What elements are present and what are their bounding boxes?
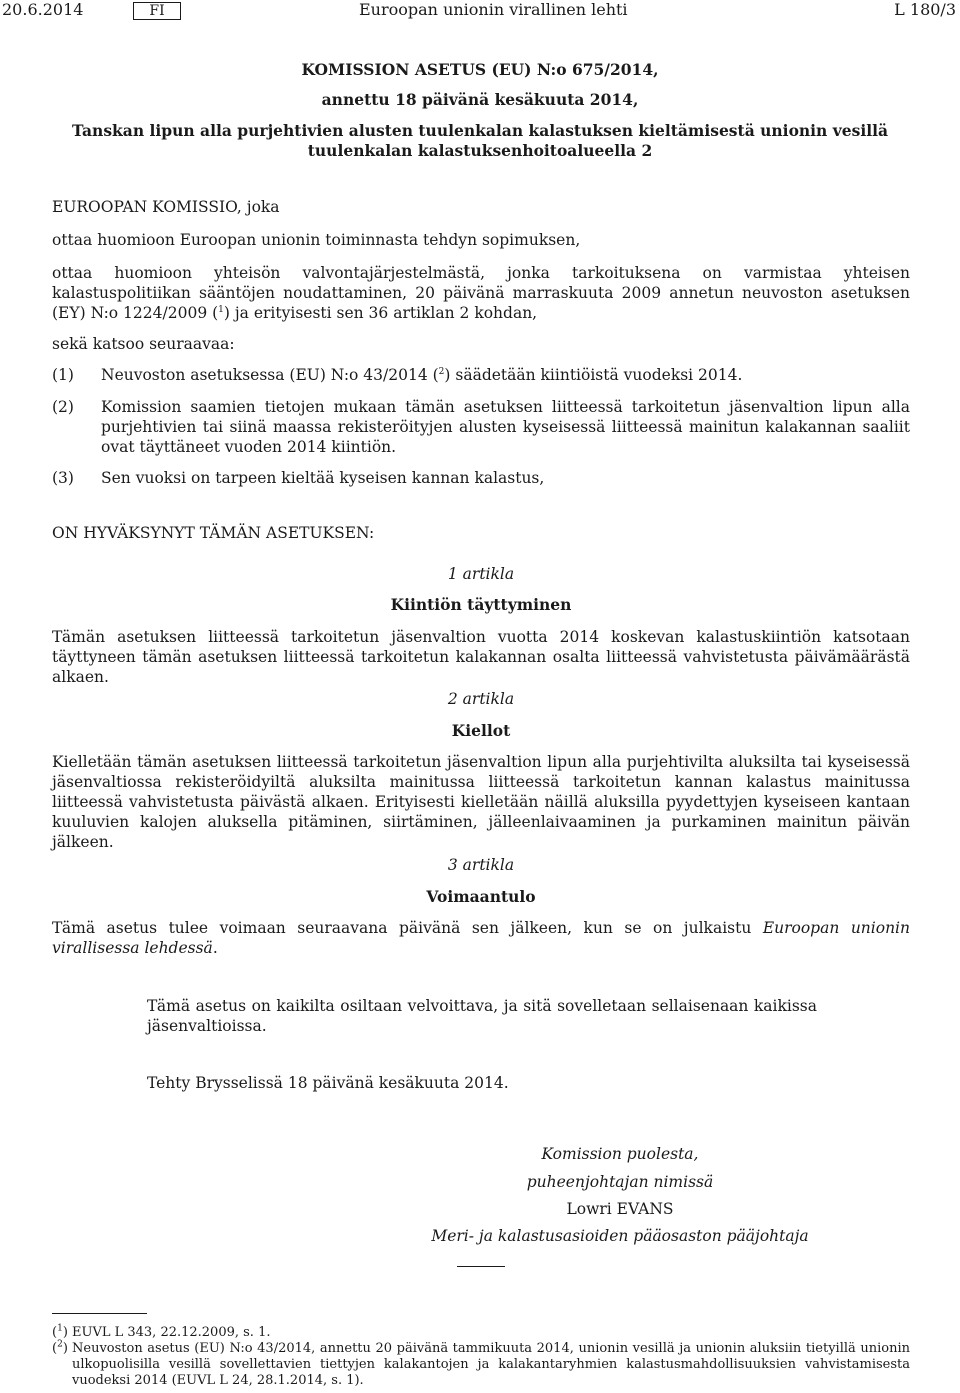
preamble-intro: EUROOPAN KOMISSIO, joka (52, 198, 280, 216)
journal-reference: Euroopan unionin virallisessa lehdessä (52, 919, 910, 957)
header-date: 20.6.2014 (2, 0, 84, 19)
article-3-number: 3 artikla (447, 856, 515, 874)
footnote-ref-1[interactable]: 1 (218, 304, 224, 315)
signature-on-behalf: Komission puolesta, (541, 1145, 699, 1163)
regulation-subject-line2: tuulenkalan kalastuksenhoitoalueella 2 (307, 141, 653, 160)
preamble-control-regulation: ottaa huomioon yhteisön valvontajärjestelmästä, jonka tarkoituksena on varmistaa yhteisen kalastuspolitiikan sääntöjen noudattaminen, 20 päivänä marraskuuta 2009 annetun neuvoston asetuksen (EY) N:o 1224/2009 ($^1$) ja erityisesti sen 36 artiklan 2 kohdan, (52, 264, 910, 322)
footnote-1-number: ($^1$) (52, 1323, 68, 1340)
footnote-ref-2[interactable]: 2 (438, 366, 445, 377)
signature-for-president: puheenjohtajan nimissä (526, 1173, 714, 1191)
binding-clause: Tämä asetus on kaikilta osiltaan velvoittava, ja sitä sovelletaan sellaisenaan kaikissa jäsenvaltioissa. (147, 997, 817, 1035)
preamble-treaty: ottaa huomioon Euroopan unionin toiminnasta tehdyn sopimuksen, (52, 231, 581, 249)
signatory-name: Lowri EVANS (566, 1200, 674, 1218)
article-1-text: Tämän asetuksen liitteessä tarkoitetun jäsenvaltion vuotta 2014 koskevan kalastuskiintiön katsotaan täyttyneen tämän asetuksen liitteessä tarkoitetun kalakannan osalta liitteessä vahvistetusta päivämäärästä alkaen. (52, 628, 910, 686)
article-2-number: 2 artikla (447, 690, 515, 708)
signatory-role: Meri- ja kalastusasioiden pääosaston pääjohtaja (431, 1227, 809, 1245)
page-number: L 180/3 (894, 0, 956, 19)
footnote-2-text: Neuvoston asetus (EU) N:o 43/2014, annettu 20 päivänä tammikuuta 2014, unionin vesillä ja unionin aluksiin tietyillä unionin ulkopuolisilla vesillä sovellettavien tiettyjen kalakantojen ja kalakantaryhmien kalastusmahdollisuuksien vahvistamisesta vuodeksi 2014 (EUVL L 24, 28.1.2014, s. 1). (72, 1341, 910, 1388)
footnote-2-number: ($^2$) (52, 1339, 68, 1356)
journal-name: Euroopan unionin virallinen lehti (359, 0, 628, 19)
regulation-date: annettu 18 päivänä kesäkuuta 2014, (321, 90, 639, 109)
footnote-separator (52, 1313, 147, 1314)
recital-2-text: Komission saamien tietojen mukaan tämän asetuksen liitteessä tarkoitetun jäsenvaltion lipun alla purjehtivien tai siinä maassa rekisteröityjen alusten kyseisessä liitteessä mainitun kalakannan saaliit ovat täyttäneet vuoden 2014 kiintiön. (101, 398, 910, 456)
separator-line (457, 1266, 505, 1267)
footnote-1-text: EUVL L 343, 22.12.2009, s. 1. (72, 1325, 271, 1340)
article-1-number: 1 artikla (447, 565, 515, 583)
regulation-subject-line1: Tanskan lipun alla purjehtivien alusten tuulenkalan kalastuksen kieltämisestä unionin vesillä (71, 121, 889, 140)
article-3-title: Voimaantulo (426, 887, 536, 906)
article-1-title: Kiintiön täyttyminen (390, 595, 572, 614)
page-header (0, 0, 960, 24)
recital-3-text: Sen vuoksi on tarpeen kieltää kyseisen kannan kalastus, (101, 469, 545, 487)
article-3-text: Tämä asetus tulee voimaan seuraavana päivänä sen jälkeen, kun se on julkaistu Euroopan unionin virallisessa lehdessä. (52, 919, 910, 957)
recital-1-text: Neuvoston asetuksessa (EU) N:o 43/2014 ($^2$) säädetään kiintiöistä vuodeksi 2014. (101, 366, 743, 384)
regulation-title: KOMISSION ASETUS (EU) N:o 675/2014, (301, 60, 659, 79)
recital-1-number: (1) (52, 366, 74, 384)
article-2-title: Kiellot (451, 721, 511, 740)
preamble-whereas: sekä katsoo seuraavaa: (52, 335, 235, 353)
language-box: FI (133, 2, 181, 20)
done-at: Tehty Brysselissä 18 päivänä kesäkuuta 2014. (147, 1074, 509, 1092)
recital-3-number: (3) (52, 469, 74, 487)
article-2-text: Kielletään tämän asetuksen liitteessä tarkoitetun jäsenvaltion lipun alla purjehtivilta aluksilta tai kyseisessä jäsenvaltiossa rekisteröidyiltä aluksilta mainitussa liitteessä tarkoitetun kannan kalastus mainitussa liitteessä vahvistetusta päivästä alkaen. Erityisesti kielletään näillä aluksilla pyydettyjen kyseiseen kantaan kuuluvien kalojen aluksella pitäminen, siirtäminen, jälleenlaivaaminen ja purkaminen mainitun päivän jälkeen. (52, 753, 910, 851)
recital-2-number: (2) (52, 398, 74, 416)
adopted-statement: ON HYVÄKSYNYT TÄMÄN ASETUKSEN: (52, 524, 375, 542)
